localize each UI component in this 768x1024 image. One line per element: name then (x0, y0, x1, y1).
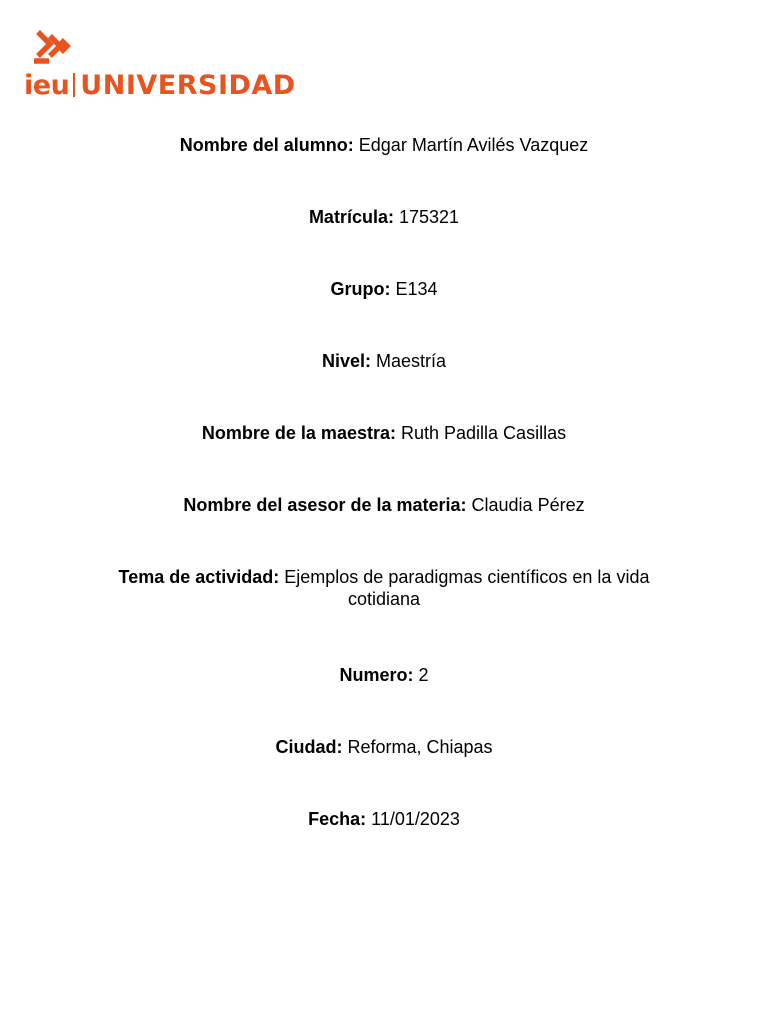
field-group (90, 278, 678, 300)
field-value: Maestría (376, 351, 447, 371)
field-value: Ejemplos de paradigmas científicos en la vida cotidiana (284, 567, 650, 609)
field-label: Nombre del alumno: (179, 135, 354, 155)
field-label: Tema de actividad: (118, 567, 280, 587)
brand-separator (73, 73, 75, 97)
field-level (90, 350, 678, 372)
field-value: Ruth Padilla Casillas (401, 423, 567, 443)
field-value: 11/01/2023 (371, 809, 460, 829)
field-city (90, 736, 678, 758)
field-label: Nombre de la maestra: (201, 423, 396, 443)
brand-wordmark (24, 68, 296, 104)
field-label: Fecha: (308, 809, 367, 829)
brand-short: ieu (24, 70, 70, 101)
field-number (90, 664, 678, 686)
field-label: Matrícula: (308, 207, 394, 227)
field-advisor (90, 494, 678, 516)
field-label: Nivel: (321, 351, 371, 371)
university-logo (24, 28, 314, 108)
field-label: Ciudad: (275, 737, 343, 757)
field-value: 2 (418, 665, 429, 685)
field-activity-topic (90, 566, 678, 610)
field-student-name (90, 134, 678, 156)
field-value: Reforma, Chiapas (347, 737, 493, 757)
forward-chevrons-icon (32, 28, 72, 68)
field-label: Numero: (339, 665, 414, 685)
field-label: Nombre del asesor de la materia: (183, 495, 467, 515)
field-value: Claudia Pérez (471, 495, 585, 515)
field-teacher (90, 422, 678, 444)
field-value: Edgar Martín Avilés Vazquez (358, 135, 589, 155)
field-enrollment (90, 206, 678, 228)
field-value: E134 (395, 279, 438, 299)
brand-name: UNIVERSIDAD (80, 70, 296, 101)
field-date (90, 808, 678, 830)
field-label: Grupo: (330, 279, 391, 299)
field-value: 175321 (398, 207, 460, 227)
